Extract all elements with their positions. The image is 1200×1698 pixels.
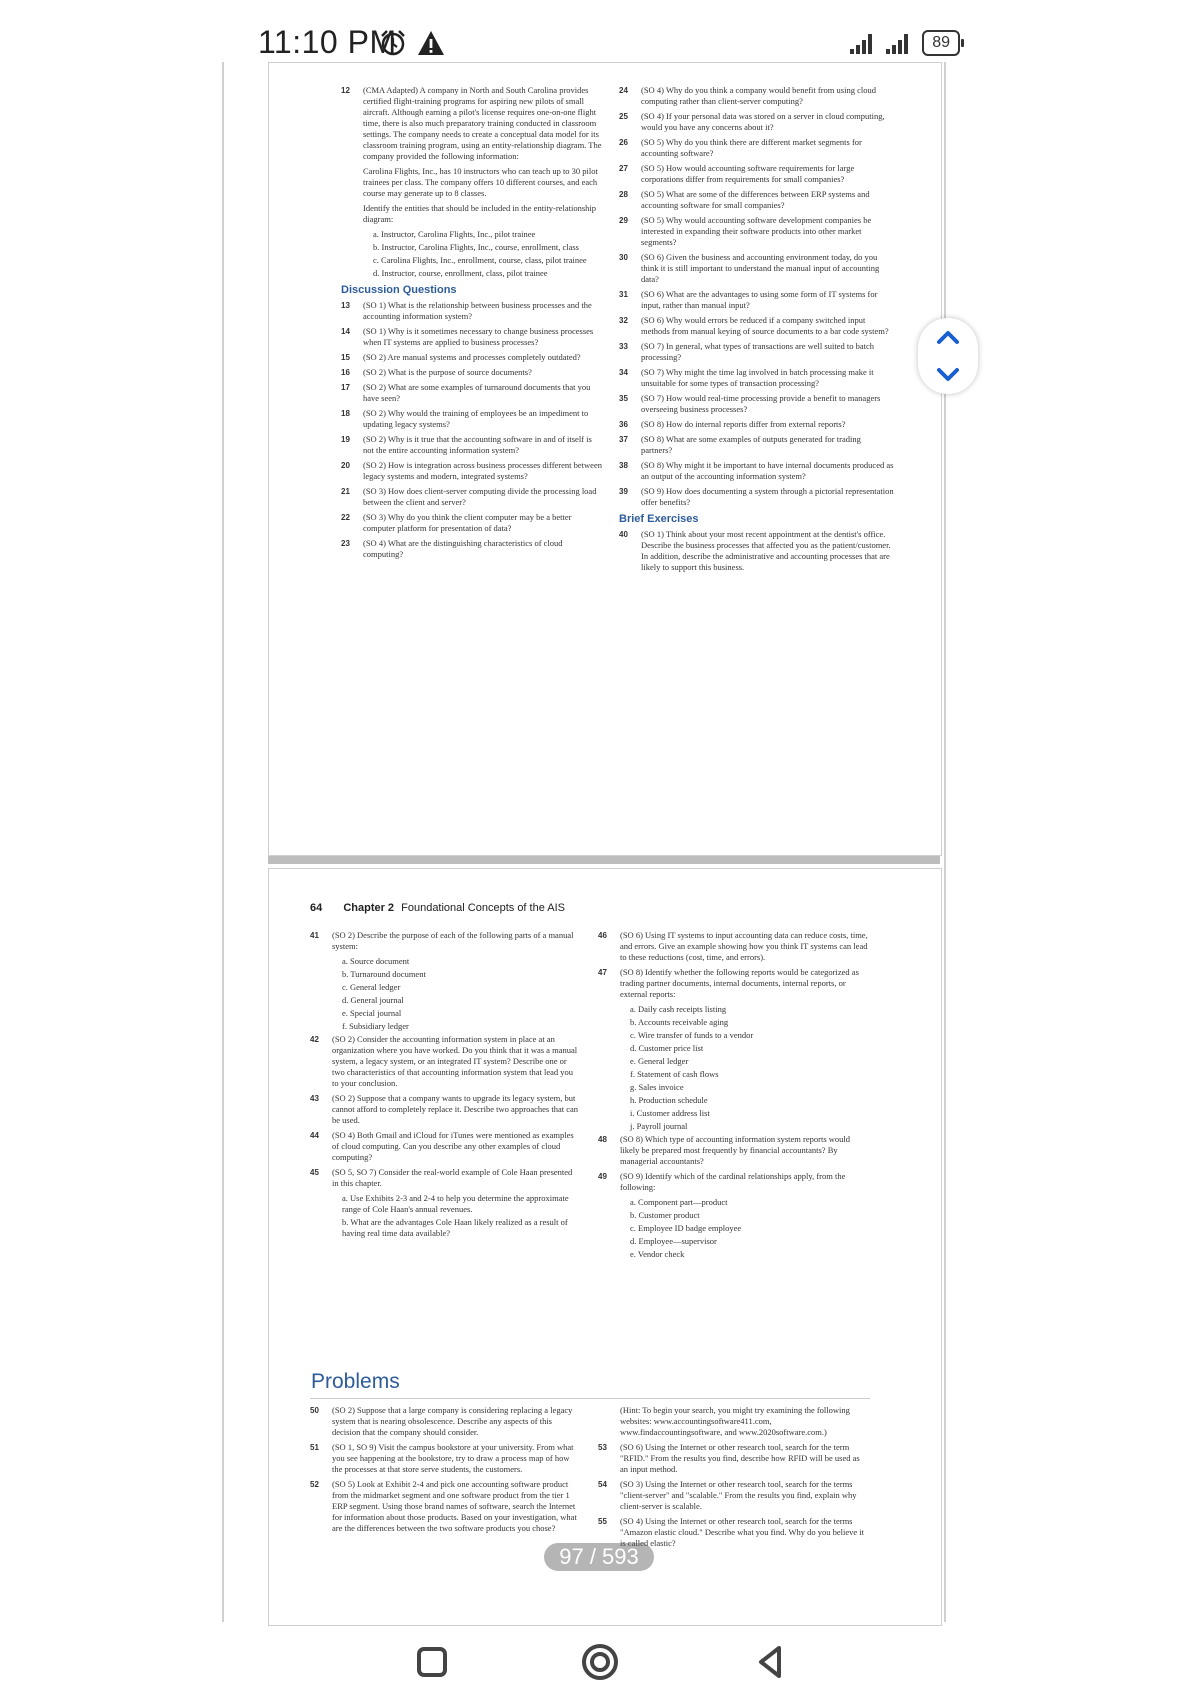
- item-number: 26: [619, 138, 628, 147]
- list-item: [598, 930, 868, 963]
- item-text: (SO 9) How does documenting a system through a pictorial representation offer benefits?: [641, 486, 894, 507]
- item-text: (SO 2) Describe the purpose of each of the following parts of a manual system:: [332, 930, 574, 951]
- item-text: (SO 8) What are some examples of outputs generated for trading partners?: [641, 434, 861, 455]
- item-number: 14: [341, 327, 350, 336]
- item-text: e. Vendor check: [630, 1249, 685, 1259]
- item-number: 19: [341, 435, 350, 444]
- item-text: (SO 5) How would accounting software requirements for large corporations differ from requirements for small companies?: [641, 163, 855, 184]
- item-text: (SO 2) Consider the accounting information system in place at an organization where you have worked. Do you think that it was a manual system, a legacy system, or an integrated IT system? Describe one or two characteristics of that accounting information system that lead you to your conclusion.: [332, 1034, 578, 1088]
- item-text: (SO 7) How would real-time processing provide a benefit to managers overseeing business processes?: [641, 393, 881, 414]
- page-indicator: 97 / 593: [544, 1543, 654, 1571]
- list-item: [310, 930, 580, 952]
- item-text: f. Statement of cash flows: [630, 1069, 719, 1079]
- list-item: [310, 1217, 580, 1239]
- list-item: [341, 255, 603, 266]
- signal-icon: [886, 32, 908, 54]
- recents-icon[interactable]: [412, 1642, 452, 1682]
- item-text: (SO 3) How does client-server computing divide the processing load between the client and server?: [363, 486, 597, 507]
- item-text: a. Use Exhibits 2-3 and 2-4 to help you determine the approximate range of Cole Haan's annual revenues.: [342, 1193, 569, 1214]
- item-text: (SO 8) Why might it be important to have internal documents produced as an output of the accounting information system?: [641, 460, 894, 481]
- list-item: [619, 341, 894, 363]
- list-item: [341, 408, 603, 430]
- chapter-title: Foundational Concepts of the AIS: [401, 902, 566, 914]
- item-number: 45: [310, 1168, 319, 1177]
- item-number: 47: [598, 968, 607, 977]
- list-item: [341, 512, 603, 534]
- list-item: [341, 203, 603, 225]
- list-item: [619, 289, 894, 311]
- item-text: d. Customer price list: [630, 1043, 704, 1053]
- list-item: [598, 1121, 868, 1132]
- item-text: (SO 5) What are some of the differences between ERP systems and accounting software for small companies?: [641, 189, 870, 210]
- page-nav-buttons: [918, 318, 978, 394]
- item-text: (SO 8) How do internal reports differ from external reports?: [641, 419, 846, 429]
- chevron-down-icon[interactable]: [934, 360, 962, 388]
- list-item: [598, 1095, 868, 1106]
- list-item: [341, 460, 603, 482]
- item-text: (SO 6) Using the Internet or other research tool, search for the term "RFID." From the results you find, describe how RFID will be used as an input method.: [620, 1442, 860, 1474]
- list-item: [598, 1017, 868, 1028]
- viewer-edge: [222, 62, 224, 1622]
- item-text: f. Subsidiary ledger: [342, 1021, 409, 1031]
- item-text: b. Customer product: [630, 1210, 700, 1220]
- item-text: (SO 2) How is integration across business processes different between legacy systems and modern, integrated systems?: [363, 460, 602, 481]
- list-item: [598, 1056, 868, 1067]
- list-item: [619, 367, 894, 389]
- item-text: b. Instructor, Carolina Flights, Inc., course, enrollment, class: [373, 242, 579, 252]
- item-text: b. Accounts receivable aging: [630, 1017, 729, 1027]
- list-item: [598, 1442, 868, 1475]
- right-column: [619, 85, 894, 577]
- page-separator: [268, 856, 940, 864]
- list-item: [310, 1442, 580, 1475]
- item-text: (SO 6) Why would errors be reduced if a company switched input methods from manual keying of source documents to a bar code system?: [641, 315, 889, 336]
- item-number: 52: [310, 1480, 319, 1489]
- item-number: 44: [310, 1131, 319, 1140]
- item-text: (SO 1, SO 9) Visit the campus bookstore at your university. From what you see happening at the bookstore, try to draw a process map of how the processes at that store serve students, the customers.: [332, 1442, 574, 1474]
- list-item: [310, 1093, 580, 1126]
- list-item: [598, 1405, 868, 1438]
- item-number: 21: [341, 487, 350, 496]
- list-item: [310, 1130, 580, 1163]
- item-number: 15: [341, 353, 350, 362]
- item-number: 30: [619, 253, 628, 262]
- item-number: 40: [619, 530, 628, 539]
- item-number: 28: [619, 190, 628, 199]
- list-item: [619, 252, 894, 285]
- item-text: (SO 2) Suppose that a company wants to upgrade its legacy system, but cannot afford to completely replace it. Describe two approaches that can be used.: [332, 1093, 579, 1125]
- list-item: [310, 1167, 580, 1189]
- list-item: [341, 268, 603, 279]
- item-number: 37: [619, 435, 628, 444]
- list-item: [619, 529, 894, 573]
- list-item: [310, 1034, 580, 1089]
- list-item: [341, 382, 603, 404]
- item-text: (CMA Adapted) A company in North and South Carolina provides certified flight-training programs for aspiring new pilots of small aircraft. Although earning a pilot's license requires one-on-one flight time, there is also much preparatory training conducted in classroom settings. The company needs to create a conceptual data model for its classroom training program, using an entity-relationship diagram. The company provided the following information:: [363, 85, 602, 161]
- left-column: [310, 930, 580, 1241]
- left-column: [341, 85, 603, 564]
- alarm-clock-icon: [378, 28, 408, 58]
- list-item: [598, 1479, 868, 1512]
- list-item: [619, 189, 894, 211]
- item-number: 32: [619, 316, 628, 325]
- item-text: (SO 9) Identify which of the cardinal relationships apply, from the following:: [620, 1171, 846, 1192]
- item-text: (SO 5) Why do you think there are different market segments for accounting software?: [641, 137, 862, 158]
- list-item: [310, 1193, 580, 1215]
- item-text: b. Turnaround document: [342, 969, 426, 979]
- item-text: (SO 2) Suppose that a large company is considering replacing a legacy system that is nearing obsolescence. Describe any aspects of this decision that the company should consider.: [332, 1405, 573, 1437]
- list-item: [310, 969, 580, 980]
- item-number: 13: [341, 301, 350, 310]
- item-number: 25: [619, 112, 628, 121]
- list-item: [341, 486, 603, 508]
- problems-heading: Problems: [311, 1370, 400, 1393]
- item-text: (SO 8) Identify whether the following reports would be categorized as trading partner documents, internal documents, internal reports, or external reports:: [620, 967, 859, 999]
- item-text: (Hint: To begin your search, you might try examining the following websites: www.accountingsoftware411.com, www.findaccountingsoftware, and www.2020software.com.): [620, 1405, 850, 1437]
- list-item: [341, 434, 603, 456]
- item-number: 35: [619, 394, 628, 403]
- list-item: [598, 1108, 868, 1119]
- item-number: 43: [310, 1094, 319, 1103]
- item-text: (SO 2) Are manual systems and processes completely outdated?: [363, 352, 581, 362]
- list-item: [598, 1082, 868, 1093]
- item-number: 12: [341, 86, 350, 95]
- item-text: d. Instructor, course, enrollment, class, pilot trainee: [373, 268, 548, 278]
- item-text: g. Sales invoice: [630, 1082, 684, 1092]
- list-item: [598, 1236, 868, 1247]
- list-item: [341, 85, 603, 162]
- item-text: (SO 5) Why would accounting software development companies be interested in expanding their software products into other market segments?: [641, 215, 872, 247]
- item-number: 27: [619, 164, 628, 173]
- list-item: [598, 1134, 868, 1167]
- list-item: [598, 1210, 868, 1221]
- item-text: c. Wire transfer of funds to a vendor: [630, 1030, 754, 1040]
- item-number: 24: [619, 86, 628, 95]
- item-number: 42: [310, 1035, 319, 1044]
- item-text: (SO 8) Which type of accounting information system reports would likely be prepared most frequently by financial accountants? By managerial accountants?: [620, 1134, 851, 1166]
- item-number: 38: [619, 461, 628, 470]
- list-item: [341, 367, 603, 378]
- item-number: 48: [598, 1135, 607, 1144]
- item-text: (SO 6) What are the advantages to using some form of IT systems for input, rather than manual input?: [641, 289, 878, 310]
- list-item: [619, 393, 894, 415]
- problems-right-column: [598, 1405, 868, 1553]
- item-text: j. Payroll journal: [630, 1121, 688, 1131]
- list-item: [598, 1004, 868, 1015]
- list-item: [619, 486, 894, 508]
- item-number: 41: [310, 931, 319, 940]
- item-text: a. Component part—product: [630, 1197, 728, 1207]
- battery-indicator: 89: [922, 30, 960, 56]
- warning-triangle-icon: [416, 28, 446, 58]
- viewer-edge: [944, 62, 946, 1622]
- section-heading: Discussion Questions: [341, 284, 457, 296]
- list-item: [341, 326, 603, 348]
- item-text: a. Source document: [342, 956, 410, 966]
- item-text: (SO 4) What are the distinguishing characteristics of cloud computing?: [363, 538, 563, 559]
- list-item: [598, 1249, 868, 1260]
- item-text: (SO 2) Why is it true that the accounting software in and of itself is not the entire accounting information system?: [363, 434, 592, 455]
- item-text: Identify the entities that should be included in the entity-relationship diagram:: [363, 203, 596, 224]
- list-item: [619, 111, 894, 133]
- list-item: [341, 300, 603, 322]
- item-text: c. Employee ID badge employee: [630, 1223, 742, 1233]
- list-item: [598, 1197, 868, 1208]
- item-text: c. General ledger: [342, 982, 401, 992]
- list-item: [619, 163, 894, 185]
- item-number: 46: [598, 931, 607, 940]
- item-text: (SO 4) Both Gmail and iCloud for iTunes were mentioned as examples of cloud computing. Can you describe any other examples of cloud computing?: [332, 1130, 574, 1162]
- item-text: (SO 7) Why might the time lag involved in batch processing make it unsuitable for some types of transaction processing?: [641, 367, 874, 388]
- item-text: e. General ledger: [630, 1056, 689, 1066]
- item-text: (SO 7) In general, what types of transactions are well suited to batch processing?: [641, 341, 874, 362]
- item-number: 16: [341, 368, 350, 377]
- list-item: [310, 1021, 580, 1032]
- item-number: 55: [598, 1517, 607, 1526]
- list-item: [598, 1043, 868, 1054]
- item-text: (SO 6) Given the business and accounting environment today, do you think it is still important to understand the manual input of accounting data?: [641, 252, 880, 284]
- item-number: 54: [598, 1480, 607, 1489]
- item-text: (SO 1) Why is it sometimes necessary to change business processes when IT systems are applied to business processes?: [363, 326, 594, 347]
- system-nav-bar: [0, 1628, 1200, 1698]
- item-text: i. Customer address list: [630, 1108, 710, 1118]
- list-item: [341, 352, 603, 363]
- list-item: [619, 434, 894, 456]
- item-text: (SO 3) Using the Internet or other research tool, search for the terms "client-server" and "scalable." From the results you find, explain why client-server is scalable.: [620, 1479, 857, 1511]
- section-heading: Brief Exercises: [619, 513, 699, 525]
- status-indicators: [850, 30, 960, 56]
- item-text: (SO 5, SO 7) Consider the real-world example of Cole Haan presented in this chapter.: [332, 1167, 573, 1188]
- item-text: (SO 4) If your personal data was stored on a server in cloud computing, would you have any concerns about it?: [641, 111, 885, 132]
- list-item: [619, 215, 894, 248]
- item-text: h. Production schedule: [630, 1095, 708, 1105]
- divider: [310, 1398, 870, 1399]
- list-item: [310, 1008, 580, 1019]
- item-text: (SO 5) Look at Exhibit 2-4 and pick one accounting software product from the midmarket segment and one software product from the tier 1 ERP segment. Using those brand names of software, search the Internet for information about those products. Based on your investigation, what are the differences between the two software products you chose?: [332, 1479, 577, 1533]
- list-item: [310, 982, 580, 993]
- list-item: [619, 315, 894, 337]
- right-column: [598, 930, 868, 1262]
- list-item: [341, 538, 603, 560]
- status-time: 11:10 PM: [258, 24, 397, 60]
- item-text: e. Special journal: [342, 1008, 402, 1018]
- list-item: [341, 242, 603, 253]
- item-text: (SO 2) Why would the training of employees be an impediment to updating legacy systems?: [363, 408, 589, 429]
- item-number: 31: [619, 290, 628, 299]
- item-text: (SO 6) Using IT systems to input accounting data can reduce costs, time, and errors. Give an example showing how you think IT systems can lead to these reductions (cost, time, and errors).: [620, 930, 868, 962]
- page-number: 64: [310, 902, 323, 914]
- item-number: 36: [619, 420, 628, 429]
- item-text: d. Employee—supervisor: [630, 1236, 717, 1246]
- list-item: [619, 419, 894, 430]
- item-text: (SO 4) Using the Internet or other research tool, search for the terms "Amazon elastic cloud." Describe what you find. Why do you believe it is called elastic?: [620, 1516, 865, 1548]
- item-text: d. General journal: [342, 995, 404, 1005]
- document-page: [268, 62, 942, 856]
- item-number: 49: [598, 1172, 607, 1181]
- list-item: [619, 137, 894, 159]
- item-number: 22: [341, 513, 350, 522]
- list-item: [310, 1405, 580, 1438]
- item-text: a. Instructor, Carolina Flights, Inc., pilot trainee: [373, 229, 536, 239]
- item-number: 33: [619, 342, 628, 351]
- list-item: [598, 967, 868, 1000]
- chapter-header: [310, 902, 565, 914]
- signal-icon: [850, 32, 872, 54]
- item-number: 18: [341, 409, 350, 418]
- item-text: c. Carolina Flights, Inc., enrollment, course, class, pilot trainee: [373, 255, 587, 265]
- item-text: (SO 2) What are some examples of turnaround documents that you have seen?: [363, 382, 591, 403]
- item-number: 23: [341, 539, 350, 548]
- item-text: b. What are the advantages Cole Haan likely realized as a result of having real time data available?: [342, 1217, 568, 1238]
- chapter-label: Chapter 2: [343, 902, 395, 914]
- item-number: 39: [619, 487, 628, 496]
- item-number: 29: [619, 216, 628, 225]
- item-text: (SO 1) What is the relationship between business processes and the accounting information system?: [363, 300, 592, 321]
- list-item: [310, 1479, 580, 1534]
- item-number: 34: [619, 368, 628, 377]
- list-item: [341, 166, 603, 199]
- item-text: (SO 1) Think about your most recent appointment at the dentist's office. Describe the business processes that affected you as the patient/customer. In addition, describe the administrative and accounting processes that are likely to support this business.: [641, 529, 891, 572]
- list-item: [310, 995, 580, 1006]
- item-number: 50: [310, 1406, 319, 1415]
- list-item: [341, 229, 603, 240]
- home-icon[interactable]: [580, 1642, 620, 1682]
- chevron-up-icon[interactable]: [934, 324, 962, 352]
- problems-left-column: [310, 1405, 580, 1538]
- list-item: [598, 1069, 868, 1080]
- item-number: 17: [341, 383, 350, 392]
- list-item: [598, 1171, 868, 1193]
- back-icon[interactable]: [750, 1642, 790, 1682]
- item-text: (SO 4) Why do you think a company would benefit from using cloud computing rather than client-server computing?: [641, 85, 876, 106]
- item-number: 51: [310, 1443, 319, 1452]
- list-item: [619, 460, 894, 482]
- item-number: 20: [341, 461, 350, 470]
- list-item: [310, 956, 580, 967]
- item-number: 53: [598, 1443, 607, 1452]
- item-text: (SO 2) What is the purpose of source documents?: [363, 367, 532, 377]
- item-text: Carolina Flights, Inc., has 10 instructors who can teach up to 30 pilot trainees per class. The company offers 10 different courses, and each course may generate up to 8 classes.: [363, 166, 598, 198]
- list-item: [598, 1030, 868, 1041]
- item-text: a. Daily cash receipts listing: [630, 1004, 727, 1014]
- list-item: [619, 85, 894, 107]
- item-text: (SO 3) Why do you think the client computer may be a better computer platform for presentation of data?: [363, 512, 572, 533]
- list-item: [598, 1223, 868, 1234]
